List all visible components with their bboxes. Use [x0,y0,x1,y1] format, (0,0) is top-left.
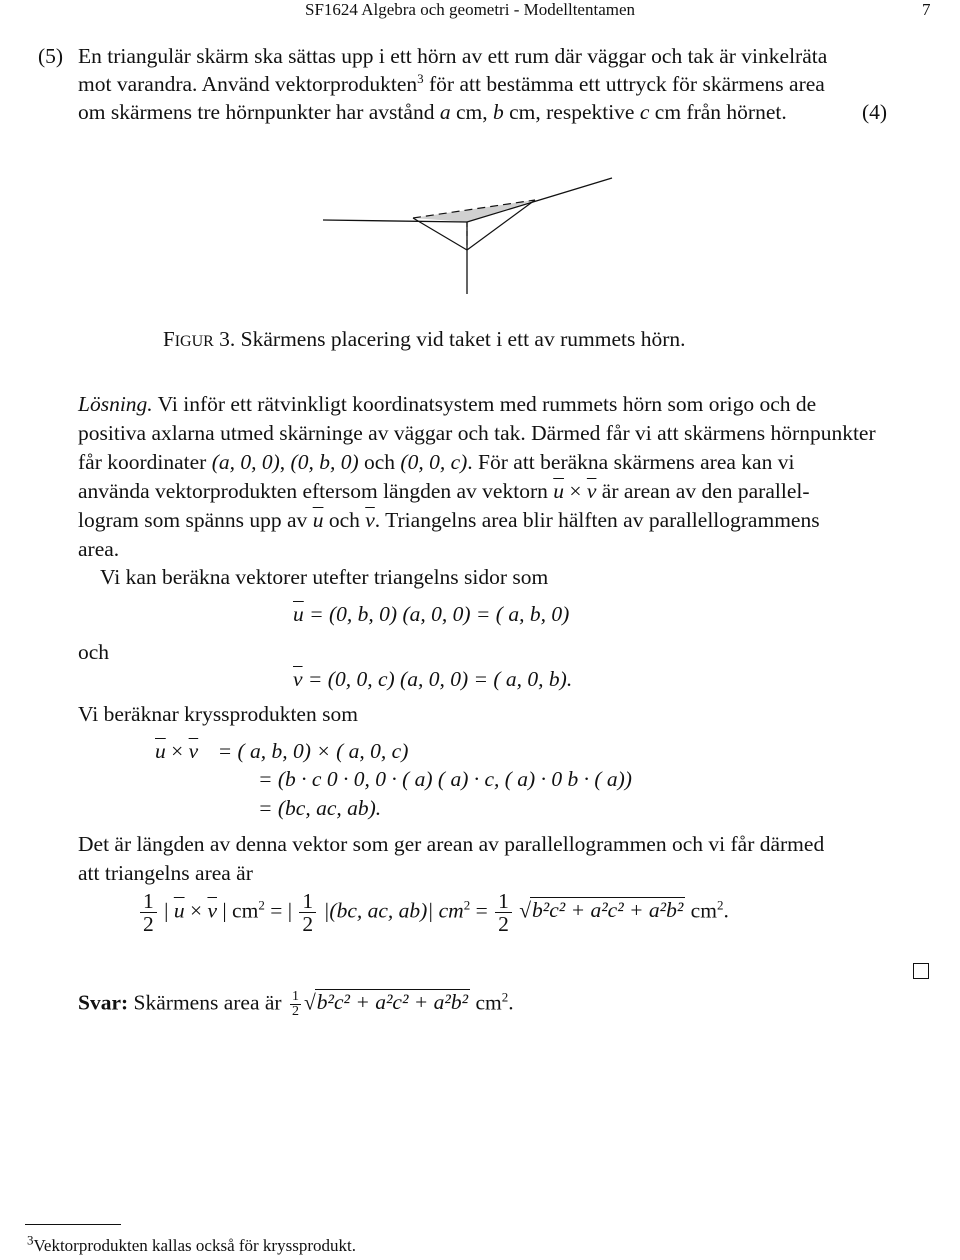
solution-para-3: Vi beräknar kryssprodukten som [78,702,358,726]
qed-box [913,963,929,979]
answer-label: Svar: [78,990,129,1015]
solution-line-2: positiva axlarna utmed skärninge av väggar och tak. Därmed får vi att skärmens hörnpunkter [78,421,876,445]
problem-number: (5) [38,44,64,68]
problem-line-2: mot varandra. Använd vektorprodukten$^3$ för att bestämma ett uttryck för skärmens area [78,70,825,96]
answer-line: Svar: Skärmens area är $\frac{1}{2}$ √b²c² + a²c² + a²b² $cm^2$. [78,989,514,1019]
footnote-rule [25,1224,121,1225]
running-title: SF1624 Algebra och geometri - Modelltentamen [305,0,636,19]
solution-label: Lösning. [78,392,153,416]
solution-line-1: Lösning. Vi inför ett rätvinkligt koordinatsystem med rummets hörn som origo och de [78,392,817,416]
sqrt-radicand: b²c² + a²c² + a²b² [532,898,684,923]
answer-sqrt-radicand: b²c² + a²c² + a²b² [316,990,469,1015]
problem-line-3: om skärmens tre hörnpunkter har avstånd a cm, b cm, respektive c cm från hörnet. [78,100,787,124]
answer-sqrt-sign: √ [303,990,316,1015]
answer-half-fraction: $\frac{1}{2}$ [291,989,299,1019]
footnote: $^3$Vektorprodukten kallas också för kryssprodukt. [27,1232,356,1255]
cross-line-1: $\overline{u} \times \overline{v}$ = ( a, b, 0) × ( a, 0, c) [155,739,409,763]
equation-v: $\overline{v} = (0$, 0, c) (a, 0, 0) = ( a, 0, b). [293,667,573,691]
figure-caption: FIGUR 3. Skärmens placering vid taket i ett av rummets hörn. [163,327,686,351]
cross-line-2: = (b · c 0 · 0, 0 · ( a) ( a) · c, ( a) · 0 b · ( a)) [258,767,632,791]
solution-line-3: får koordinater (a, 0, 0), (0, b, 0) och (0, 0, c). För att beräkna skärmens area kan vi [78,450,795,474]
area-formula: $\frac{1}{2}$ | $\overline{u} \times \overline{v}$ | $cm^2$ = | $\frac{1}{2}$ |(bc, ac, ab)| $cm^2$ = $\frac{1}{2}$ √b²c² + a²c² + a²b² $cm^2$. [138,890,729,935]
sqrt-sign: √ [519,898,532,923]
solution-para-4-line-2: att triangelns area är [78,861,253,885]
problem-points: (4) [862,100,888,124]
half-fraction-3: $\frac{1}{2}$ [495,890,512,935]
wall-ceiling-edge-right [467,178,612,222]
och-word: och [78,640,110,664]
page-number: 7 [922,0,931,19]
half-fraction-2: $\frac{1}{2}$ [299,890,316,935]
screen-edge-left [413,218,467,250]
solution-line-6: area. [78,537,120,561]
solution-para-4-line-1: Det är längden av denna vektor som ger arean av parallellogrammen och vi får därmed [78,832,825,856]
problem-line-1: En triangulär skärm ska sättas upp i ett hörn av ett rum där väggar och tak är vinkelräta [78,44,828,68]
solution-line-5: logram som spänns upp av $\overline{u}$ och $\overline{v}$. Triangelns area blir hälften av parallellogrammens [78,508,820,532]
half-fraction: $\frac{1}{2}$ [140,890,157,935]
solution-para-2: Vi kan beräkna vektorer utefter triangelns sidor som [100,565,549,589]
screen-corner-figure [300,170,630,300]
cross-line-3: = (bc, ac, ab). [258,796,382,820]
solution-line-4: använda vektorprodukten eftersom längden av vektorn $\overline{u} \times \overline{v}$ är arean av den parallel- [78,479,810,503]
equation-u: $\overline{u} = (0$, b, 0) (a, 0, 0) = ( a, b, 0) [293,602,570,626]
footnote-ref: 3 [417,70,424,86]
